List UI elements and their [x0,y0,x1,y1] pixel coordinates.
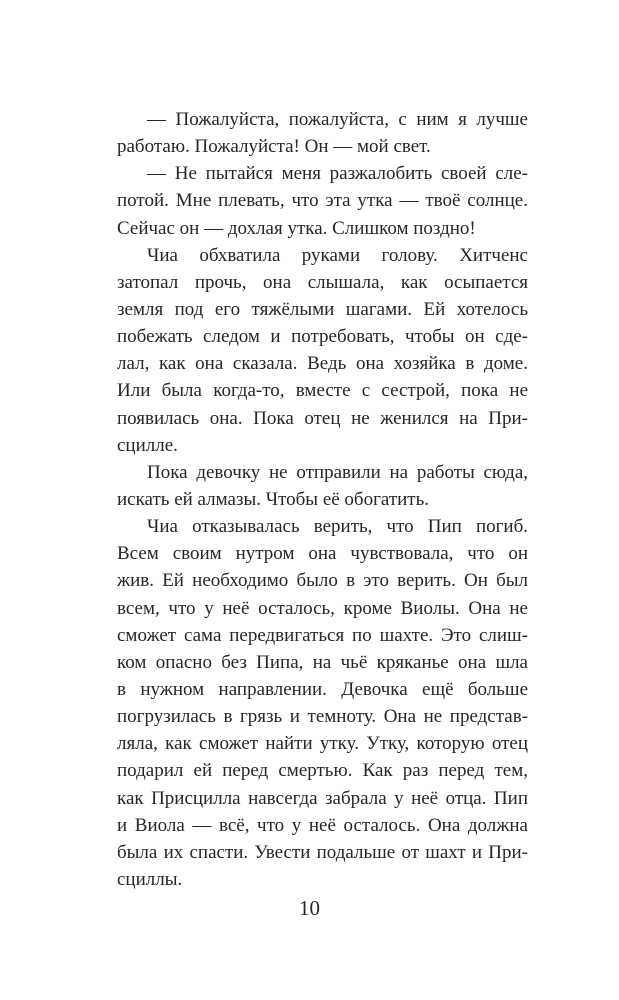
text-line: сможет сама передвигаться по шахте. Это слиш- [117,624,528,646]
text-line: искать ей алмазы. Чтобы её обогатить. [117,488,430,510]
text-line: как Присцилла навсегда забрала у неё отца. Пип [117,787,528,809]
text-line: Всем своим нутром она чувствовала, что он [117,543,528,565]
text-line: сцилле. [117,434,178,456]
paragraph [117,459,528,513]
paragraph [117,242,528,459]
text-line: погрузилась в грязь и темноту. Она не представ- [117,706,528,728]
text-line: и Виола — всё, что у неё осталось. Она должна [117,814,528,836]
paragraph [117,513,528,893]
text-line: работаю. Пожалуйста! Он — мой свет. [117,136,431,158]
body-text [117,106,528,893]
text-line: потой. Мне плевать, что эта утка — твоё солнце. [117,190,528,212]
text-line: в нужном направлении. Девочка ещё больше [117,678,528,700]
text-line: сциллы. [117,868,183,890]
text-line: Чиа отказывалась верить, что Пип погиб. [147,516,528,538]
text-line: всем, что у неё осталось, кроме Виолы. Она не [117,597,528,619]
text-line: лал, как она сказала. Ведь она хозяйка в доме. [117,353,528,375]
text-line: Сейчас он — дохлая утка. Слишком поздно! [117,217,476,239]
text-line: Пока девочку не отправили на работы сюда, [147,461,528,483]
paragraph [117,160,528,241]
text-line: ком опасно без Пипа, на чьё кряканье она шла [117,651,528,673]
text-line: побежать следом и потребовать, чтобы он сде- [117,326,528,348]
paragraph [117,106,528,160]
text-line: земля под его тяжёлыми шагами. Ей хотелось [117,298,528,320]
text-line: подарил ей перед смертью. Как раз перед тем, [117,760,528,782]
text-line: — Не пытайся меня разжалобить своей сле- [147,163,528,185]
text-line: жив. Ей необходимо было в это верить. Он был [117,570,528,592]
text-line: ляла, как сможет найти утку. Утку, которую отец [117,733,528,755]
text-line: Или была когда-то, вместе с сестрой, пока не [117,380,528,402]
text-line: затопал прочь, она слышала, как осыпается [117,271,528,293]
text-line: — Пожалуйста, пожалуйста, с ним я лучше [147,109,528,130]
text-line: появилась она. Пока отец не женился на При- [117,407,528,429]
text-line: Чиа обхватила руками голову. Хитченс [147,244,528,266]
page-number: 10 [299,896,320,920]
text-line: была их спасти. Увести подальше от шахт и При- [117,841,528,863]
